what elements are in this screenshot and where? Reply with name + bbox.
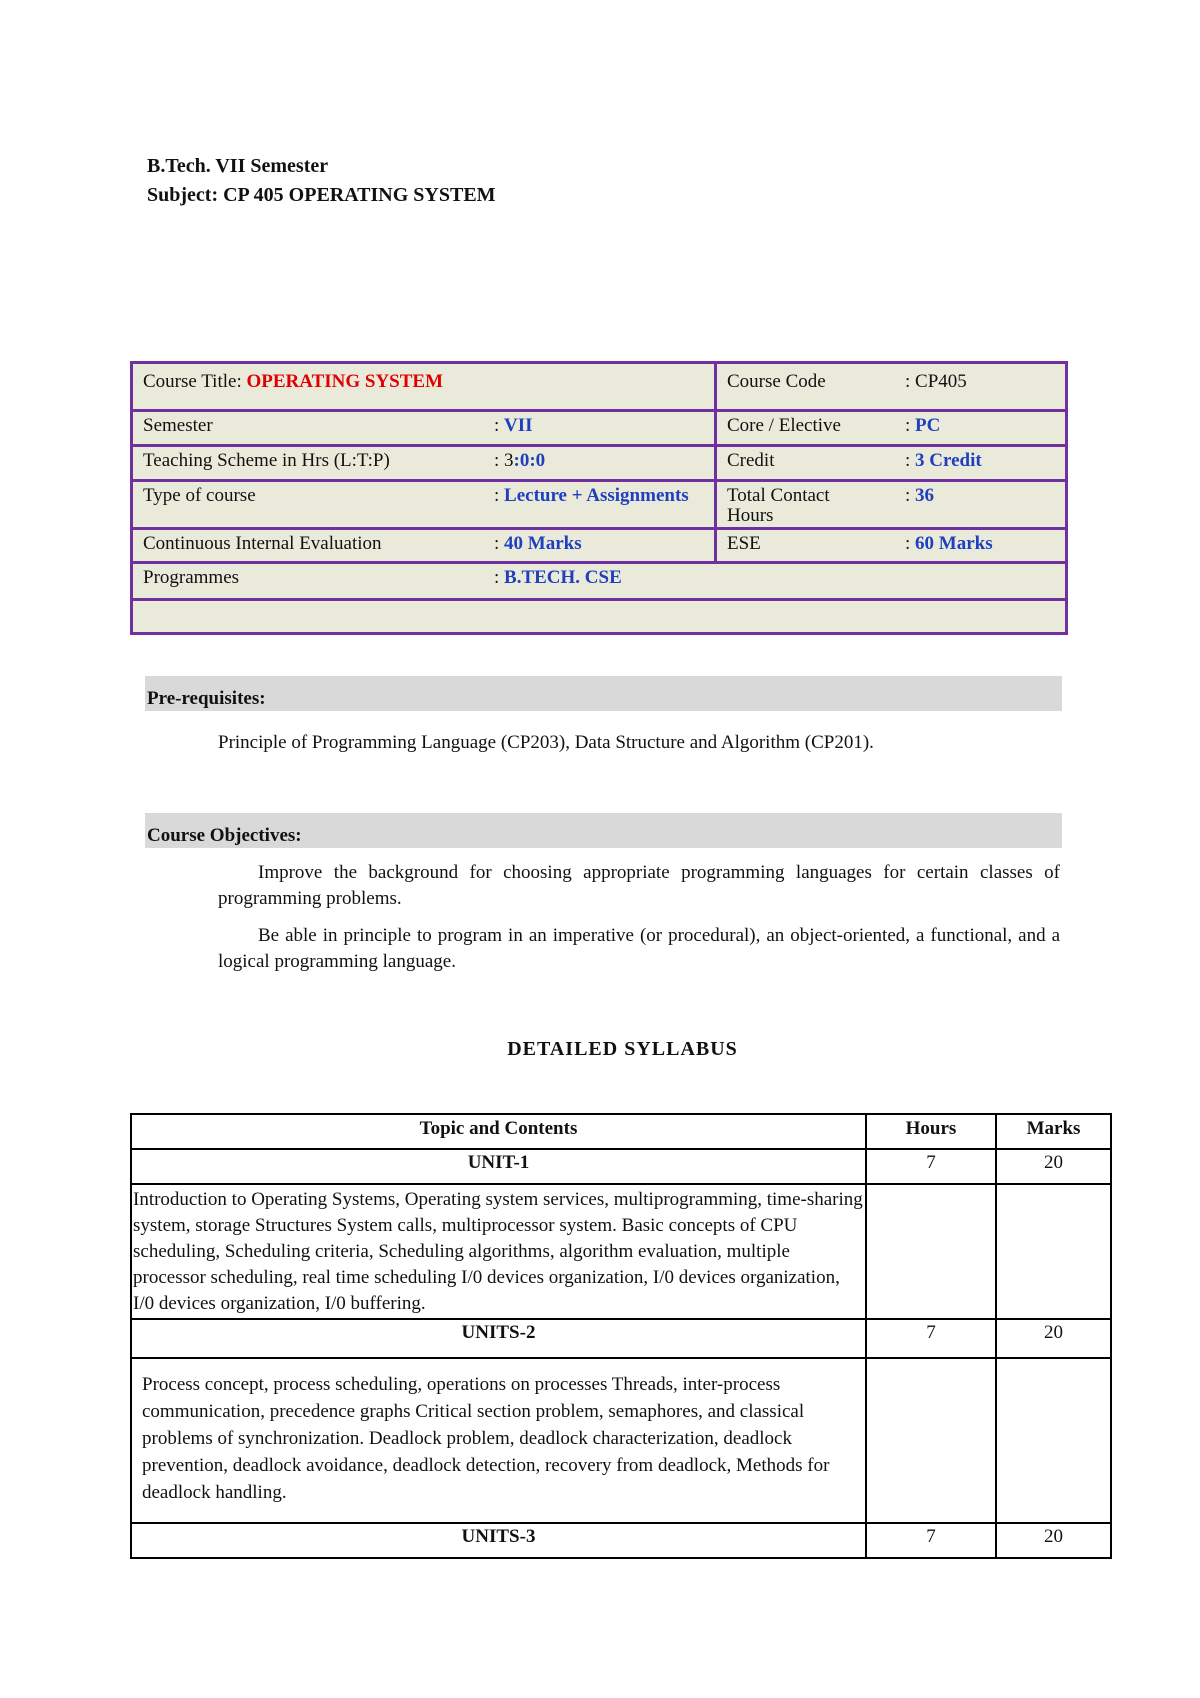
total-contact-hours-value: 36 <box>915 485 935 506</box>
syllabus-title: DETAILED SYLLABUS <box>507 1038 738 1060</box>
prerequisites-heading: Pre-requisites: <box>145 676 1062 711</box>
course-title-label: Course Title: <box>143 371 242 392</box>
colon: : <box>905 371 911 392</box>
core-elective-cell <box>895 412 1065 440</box>
type-of-course-label: Type of course <box>143 485 256 506</box>
type-of-course-cell <box>484 482 714 510</box>
objective-item <box>218 860 1060 912</box>
semester-line: B.Tech. VII Semester <box>147 155 329 177</box>
course-code-cell <box>895 368 1065 396</box>
table-row <box>131 1319 1111 1358</box>
unit-marks: 20 <box>996 1319 1111 1358</box>
total-contact-label-line2: Hours <box>727 505 774 526</box>
ese-cell <box>895 530 1065 558</box>
credit-cell <box>895 447 1065 475</box>
row-divider <box>133 598 1065 601</box>
core-elective-label: Core / Elective <box>727 415 841 436</box>
programmes-label: Programmes <box>143 567 240 588</box>
colon: : <box>494 533 500 554</box>
subject-line <box>147 181 496 210</box>
course-title-cell <box>133 368 713 396</box>
objective-text: Be able in principle to program in an imperative (or procedural), an object-oriented, a functional, and a logical programming language. <box>218 925 1060 972</box>
objective-text: Improve the background for choosing appropriate programming languages for certain classes of programming problems. <box>218 862 1060 909</box>
colon: : <box>905 415 911 436</box>
cie-label: Continuous Internal Evaluation <box>143 533 382 554</box>
teaching-scheme-value-rest: :0:0 <box>513 450 546 471</box>
prerequisites-text: Principle of Programming Language (CP203), Data Structure and Algorithm (CP201). <box>218 732 874 753</box>
empty-cell <box>996 1358 1111 1523</box>
colon: : <box>494 567 500 588</box>
colon: : <box>494 415 500 436</box>
unit-marks: 20 <box>996 1149 1111 1184</box>
teaching-scheme-value-lecture: 3 <box>504 450 514 471</box>
course-code-value: CP405 <box>915 371 967 392</box>
table-row <box>131 1523 1111 1558</box>
topic-header: Topic and Contents <box>131 1114 866 1149</box>
objectives-heading: Course Objectives: <box>145 813 1062 848</box>
table-row <box>131 1149 1111 1184</box>
empty-cell <box>866 1184 996 1319</box>
colon: : <box>494 450 500 471</box>
document-header <box>147 152 496 210</box>
credit-value: 3 Credit <box>915 450 982 471</box>
cie-value: 40 Marks <box>504 533 582 554</box>
semester-value: VII <box>504 415 533 436</box>
type-of-course-value: Lecture + Assignments <box>504 485 689 506</box>
unit-name: UNIT-1 <box>131 1149 866 1184</box>
ese-value: 60 Marks <box>915 533 993 554</box>
unit-content: Process concept, process scheduling, operations on processes Threads, inter-process communication, precedence graphs Critical section problem, semaphores, and classical problems of synchronization. Deadlock problem, deadlock characterization, deadlock prevention, deadlock avoidance, deadlock detection, recovery from deadlock, Methods for deadlock handling. <box>131 1358 866 1523</box>
course-code-label: Course Code <box>727 371 826 392</box>
programmes-value: B.TECH. CSE <box>504 567 622 588</box>
teaching-scheme-cell <box>484 447 714 475</box>
hours-header: Hours <box>866 1114 996 1149</box>
empty-cell <box>866 1358 996 1523</box>
empty-cell <box>996 1184 1111 1319</box>
total-contact-hours-label <box>717 482 897 530</box>
unit-content: Introduction to Operating Systems, Operating system services, multiprogramming, time-sharing system, storage Structures System calls, multiprocessor system. Basic concepts of CPU scheduling, Scheduling criteria, Scheduling algorithms, algorithm evaluation, multiple processor scheduling, real time scheduling I/0 devices organization, I/0 devices organization, I/0 devices organization, I/0 buffering. <box>131 1184 866 1319</box>
unit-hours: 7 <box>866 1523 996 1558</box>
colon: : <box>905 485 911 506</box>
total-contact-label-line1: Total Contact <box>727 485 830 506</box>
programmes-cell <box>484 564 784 592</box>
unit-hours: 7 <box>866 1319 996 1358</box>
core-elective-value: PC <box>915 415 941 436</box>
colon: : <box>905 450 911 471</box>
semester-cell <box>484 412 714 440</box>
credit-label: Credit <box>727 450 775 471</box>
semester-label: Semester <box>143 415 213 436</box>
unit-name: UNITS-2 <box>131 1319 866 1358</box>
marks-header: Marks <box>996 1114 1111 1149</box>
subject-label: Subject: <box>147 184 219 206</box>
ese-label: ESE <box>727 533 761 554</box>
syllabus-table <box>130 1113 1112 1559</box>
table-header-row <box>131 1114 1111 1149</box>
table-row <box>131 1184 1111 1319</box>
course-title-value: OPERATING SYSTEM <box>246 371 444 392</box>
unit-name: UNITS-3 <box>131 1523 866 1558</box>
objective-item <box>218 923 1060 975</box>
colon: : <box>494 485 500 506</box>
unit-marks: 20 <box>996 1523 1111 1558</box>
colon: : <box>905 533 911 554</box>
cie-cell <box>484 530 714 558</box>
table-row <box>131 1358 1111 1523</box>
teaching-scheme-label: Teaching Scheme in Hrs (L:T:P) <box>143 450 390 471</box>
total-contact-hours-cell <box>895 482 1065 510</box>
course-info-table <box>130 361 1068 635</box>
subject-value: CP 405 OPERATING SYSTEM <box>223 184 496 206</box>
unit-hours: 7 <box>866 1149 996 1184</box>
